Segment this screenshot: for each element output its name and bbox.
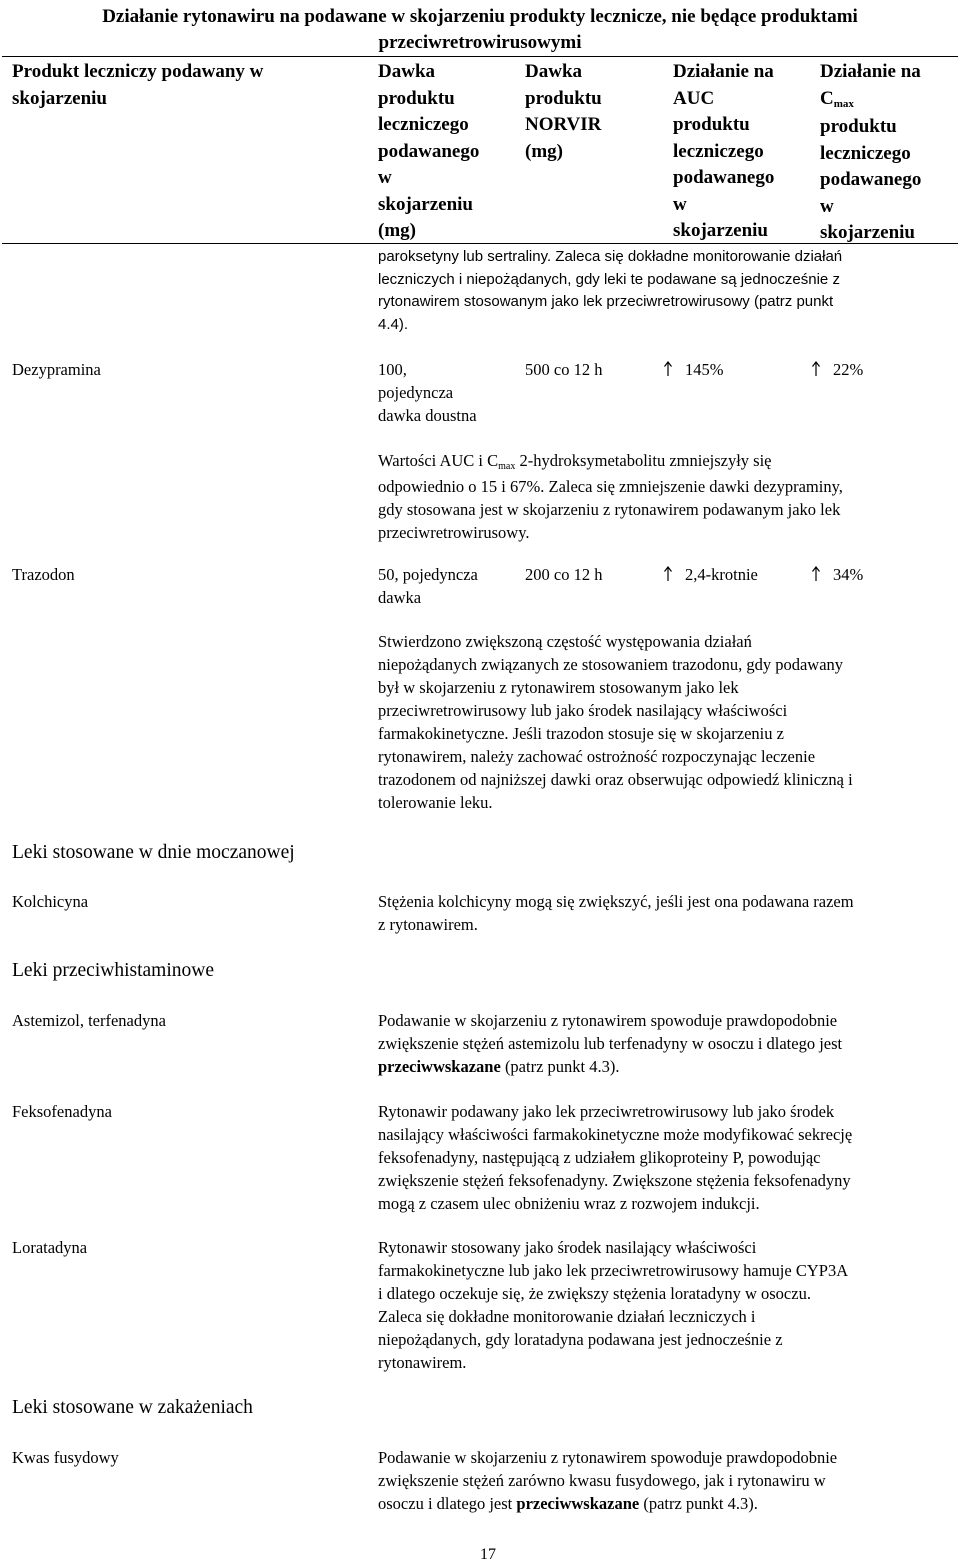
note-kwas-fusydowy <box>378 1446 958 1515</box>
auc-effect-trazodon: 2,4-krotnie <box>663 563 758 586</box>
header-line: leczniczego <box>378 114 469 135</box>
note-line: zwiększenie stężeń feksofenadyny. Zwiększone stężenia feksofenadyny <box>378 1171 851 1190</box>
note-line: feksofenadyny, następującą z udziałem glikoproteiny P, powodując <box>378 1148 821 1167</box>
note-line: mogą z czasem ulec obniżeniu wraz z rozwojem indukcji. <box>378 1194 760 1213</box>
drug-name-dezypramina: Dezypramina <box>12 360 101 379</box>
note-line: Stężenia kolchicyny mogą się zwiększyć, jeśli jest ona podawana razem <box>378 892 854 911</box>
note-line: przeciwwskazane (patrz punkt 4.3). <box>378 1057 620 1076</box>
table-title: Działanie rytonawiru na podawane w skojarzeniu produkty lecznicze, nie będące produktami przeciwretrowirusowymi <box>102 6 858 53</box>
header-product <box>12 59 342 112</box>
header-line: skojarzeniu <box>820 222 915 243</box>
dose-line: 100, <box>378 360 407 379</box>
drug-name-feksofenadyna: Feksofenadyna <box>12 1102 112 1121</box>
header-cmax-effect <box>820 59 956 247</box>
header-line: Działanie na <box>673 61 774 82</box>
header-line: w <box>673 193 687 215</box>
header-line: produktu <box>525 87 602 109</box>
note-line: Zaleca się dokładne monitorowanie działań leczniczych i <box>378 1307 756 1326</box>
note-line: Wartości AUC i $C_{max}$ 2-hydroksymetabolitu zmniejszyły się <box>378 451 772 472</box>
note-line: paroksetyny lub sertraliny. Zaleca się dokładne monitorowanie działań <box>378 248 843 265</box>
header-cmax-line: $C_{max}$ <box>820 87 854 110</box>
arrow-up-icon <box>663 361 673 377</box>
note-line: rytonawirem. <box>378 1353 467 1372</box>
dose-dezypramina <box>378 358 518 427</box>
note-line: Rytonawir podawany jako lek przeciwretrowirusowy lub jako środek <box>378 1102 835 1121</box>
drug-name-kwas-fusydowy: Kwas fusydowy <box>12 1448 119 1467</box>
header-line: Działanie na <box>820 61 921 82</box>
note-line: leczniczych i niepożądanych, gdy leki te podawane są jednocześnie z <box>378 270 840 288</box>
norvir-dose-dezypramina: 500 co 12 h <box>525 360 603 379</box>
note-line: odpowiednio o 15 i 67%. Zaleca się zmniejszenie dawki dezypraminy, <box>378 477 843 496</box>
cmax-effect-trazodon: 34% <box>811 563 863 586</box>
header-line: (mg) <box>525 140 563 162</box>
note-line: był w skojarzeniu z rytonawirem stosowanym jako lek <box>378 678 739 697</box>
title-divider <box>2 56 958 57</box>
header-product-line: Produkt leczniczy podawany w <box>12 61 264 82</box>
dose-line: pojedyncza <box>378 383 454 402</box>
arrow-up-icon <box>811 566 821 582</box>
note-dezypramina <box>378 449 958 544</box>
header-line: Dawka <box>378 61 436 82</box>
section-heading-infections: Leki stosowane w zakażeniach <box>12 1397 253 1418</box>
note-line: niepożądanych związanych ze stosowaniem trazodonu, gdy podawany <box>378 655 844 674</box>
header-line: skojarzeniu <box>378 193 473 215</box>
note-line: przeciwretrowirusowy. <box>378 523 530 542</box>
note-line: zwiększenie stężeń astemizolu lub terfenadyny w osoczu i dlatego jest <box>378 1034 843 1053</box>
header-line: leczniczego <box>673 140 764 162</box>
header-line: produktu <box>378 87 455 109</box>
note-loratadyna <box>378 1236 958 1374</box>
arrow-up-icon <box>663 566 673 582</box>
header-auc-effect <box>673 59 813 245</box>
section-heading-antihistamines: Leki przeciwhistaminowe <box>12 960 214 981</box>
dose-trazodon <box>378 563 518 609</box>
header-line: AUC <box>673 87 715 109</box>
note-feksofenadyna <box>378 1100 958 1215</box>
note-astemizol <box>378 1009 958 1078</box>
note-line: Rytonawir stosowany jako środek nasilający właściwości <box>378 1238 757 1257</box>
note-line: i dlatego oczekuje się, że zwiększy stężenia loratadyny w osoczu. <box>378 1284 811 1303</box>
note-trazodon <box>378 630 958 814</box>
auc-effect-dezypramina: 145% <box>663 358 724 381</box>
note-line: trazodonem od najniższej dawki oraz obserwując odpowiedź kliniczną i <box>378 770 853 789</box>
drug-name-astemizol: Astemizol, terfenadyna <box>12 1011 166 1030</box>
note-line: niepożądanych, gdy loratadyna podawana jest jednocześnie z <box>378 1330 783 1349</box>
header-coadmin-dose <box>378 59 518 245</box>
note-line: rytonawirem, należy zachować ostrożność rozpoczynając leczenie <box>378 747 816 766</box>
page-number: 17 <box>480 1546 496 1563</box>
note-line: Podawanie w skojarzeniu z rytonawirem spowoduje prawdopodobnie <box>378 1011 838 1030</box>
note-line: gdy stosowana jest w skojarzeniu z rytonawirem podawanym jako lek <box>378 500 841 519</box>
note-line: Podawanie w skojarzeniu z rytonawirem spowoduje prawdopodobnie <box>378 1448 838 1467</box>
header-line: podawanego <box>378 140 480 162</box>
note-line: Stwierdzono zwiększoną częstość występowania działań <box>378 632 752 651</box>
header-line: Dawka <box>525 61 583 82</box>
note-line: nasilający właściwości farmakokinetyczne może modyfikować sekrecję <box>378 1125 853 1144</box>
note-line: z rytonawirem. <box>378 915 478 934</box>
dose-line: dawka doustna <box>378 406 477 425</box>
header-divider <box>2 243 958 244</box>
note-line: przeciwretrowirusowy lub jako środek nasilający właściwości <box>378 701 788 720</box>
header-line: w <box>378 167 392 188</box>
header-line: podawanego <box>820 169 922 190</box>
header-line: leczniczego <box>820 142 911 164</box>
header-line: produktu <box>820 116 897 137</box>
header-product-line: skojarzeniu <box>12 87 107 109</box>
note-kolchicyna <box>378 890 958 936</box>
header-line: skojarzeniu <box>673 220 768 241</box>
cmax-effect-dezypramina: 22% <box>811 358 863 381</box>
header-line: podawanego <box>673 167 775 188</box>
note-line: zwiększenie stężeń zarówno kwasu fusydowego, jak i rytonawiru w <box>378 1471 826 1490</box>
header-line: NORVIR <box>525 114 602 135</box>
drug-name-loratadyna: Loratadyna <box>12 1238 88 1257</box>
header-line: (mg) <box>378 220 416 241</box>
drug-name-kolchicyna: Kolchicyna <box>12 892 89 911</box>
norvir-dose-trazodon: 200 co 12 h <box>525 565 603 584</box>
note-line: 4.4). <box>378 315 409 333</box>
note-line: tolerowanie leku. <box>378 793 493 812</box>
note-line: farmakokinetyczne. Jeśli trazodon stosuje się w skojarzeniu z <box>378 724 784 743</box>
header-line: w <box>820 195 834 217</box>
arrow-up-icon <box>811 361 821 377</box>
dose-line: 50, pojedyncza <box>378 565 478 584</box>
note-line: farmakokinetyczne lub jako lek przeciwretrowirusowy hamuje CYP3A <box>378 1261 849 1280</box>
continuation-note <box>378 246 958 336</box>
dose-line: dawka <box>378 588 422 607</box>
section-heading-gout: Leki stosowane w dnie moczanowej <box>12 842 295 863</box>
drug-name-trazodon: Trazodon <box>12 565 75 584</box>
note-line: rytonawirem stosowanym jako lek przeciwretrowirusowy (patrz punkt <box>378 293 834 311</box>
header-line: produktu <box>673 114 750 135</box>
note-line: osoczu i dlatego jest przeciwwskazane (patrz punkt 4.3). <box>378 1494 758 1513</box>
header-norvir-dose <box>525 59 655 165</box>
